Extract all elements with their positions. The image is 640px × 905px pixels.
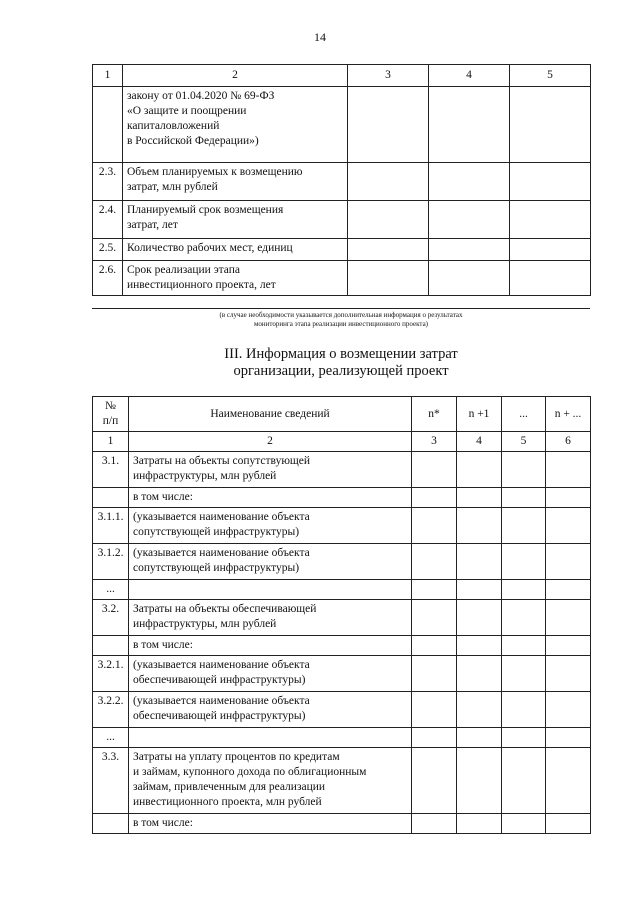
value-cell: [457, 692, 502, 728]
value-cell: [510, 163, 591, 201]
value-cell: [457, 814, 502, 834]
index-cell: 6: [546, 432, 591, 452]
row-number: 3.2.2.: [93, 692, 129, 728]
row-number: 3.3.: [93, 748, 129, 814]
value-cell: [502, 508, 546, 544]
value-cell: [546, 748, 591, 814]
row-label: Затраты на уплату процентов по кредитам и займам, купонного дохода по облигационным займам, привлеченным для реализации инвестиционного проекта, млн рублей: [129, 748, 412, 814]
value-cell: [429, 87, 510, 163]
row-number: 3.1.: [93, 452, 129, 488]
row-number: 2.5.: [93, 239, 123, 261]
value-cell: [412, 748, 457, 814]
row-label: [129, 728, 412, 748]
row-number: 2.3.: [93, 163, 123, 201]
value-cell: [546, 600, 591, 636]
value-cell: [457, 580, 502, 600]
value-cell: [502, 488, 546, 508]
header-cell: n +1: [457, 397, 502, 432]
value-cell: [412, 656, 457, 692]
row-number: [93, 488, 129, 508]
value-cell: [546, 728, 591, 748]
table-row: [93, 452, 591, 488]
table-row: [93, 656, 591, 692]
header-cell: Наименование сведений: [129, 397, 412, 432]
value-cell: [412, 488, 457, 508]
page-number: 14: [314, 30, 326, 44]
table-header-row: [93, 65, 591, 87]
value-cell: [457, 544, 502, 580]
value-cell: [502, 600, 546, 636]
value-cell: [457, 636, 502, 656]
value-cell: [502, 692, 546, 728]
row-number: 3.1.1.: [93, 508, 129, 544]
row-number: [93, 636, 129, 656]
value-cell: [412, 452, 457, 488]
section-heading: III. Информация о возмещении затрат организации, реализующей проект: [224, 346, 458, 379]
value-cell: [457, 508, 502, 544]
row-label: в том числе:: [129, 814, 412, 834]
row-label: (указывается наименование объекта сопутствующей инфраструктуры): [129, 544, 412, 580]
row-label: Планируемый срок возмещения затрат, лет: [123, 201, 348, 239]
row-label: Количество рабочих мест, единиц: [123, 239, 348, 261]
header-cell: 5: [510, 65, 591, 87]
table-header-row: [93, 397, 591, 432]
header-cell: 1: [93, 65, 123, 87]
index-cell: 5: [502, 432, 546, 452]
table-row: [93, 488, 591, 508]
value-cell: [412, 814, 457, 834]
value-cell: [412, 692, 457, 728]
row-number: 2.4.: [93, 201, 123, 239]
index-cell: 2: [129, 432, 412, 452]
value-cell: [457, 600, 502, 636]
table-row: [93, 163, 591, 201]
value-cell: [348, 87, 429, 163]
value-cell: [502, 814, 546, 834]
value-cell: [546, 488, 591, 508]
row-label: Затраты на объекты сопутствующей инфраструктуры, млн рублей: [129, 452, 412, 488]
value-cell: [457, 656, 502, 692]
row-label: Объем планируемых к возмещению затрат, млн рублей: [123, 163, 348, 201]
row-label: [129, 580, 412, 600]
header-cell: n + ...: [546, 397, 591, 432]
value-cell: [502, 452, 546, 488]
header-cell: 4: [429, 65, 510, 87]
value-cell: [546, 692, 591, 728]
row-number: 3.2.1.: [93, 656, 129, 692]
header-cell: ...: [502, 397, 546, 432]
row-number: 3.1.2.: [93, 544, 129, 580]
table-row: [93, 544, 591, 580]
value-cell: [457, 452, 502, 488]
note-divider: [92, 308, 590, 309]
value-cell: [348, 163, 429, 201]
value-cell: [429, 239, 510, 261]
value-cell: [412, 508, 457, 544]
index-cell: 1: [93, 432, 129, 452]
value-cell: [510, 87, 591, 163]
value-cell: [502, 636, 546, 656]
row-label: Затраты на объекты обеспечивающей инфраструктуры, млн рублей: [129, 600, 412, 636]
value-cell: [429, 201, 510, 239]
value-cell: [412, 544, 457, 580]
value-cell: [457, 748, 502, 814]
table-row: [93, 239, 591, 261]
row-label: (указывается наименование объекта обеспечивающей инфраструктуры): [129, 656, 412, 692]
row-number: 3.2.: [93, 600, 129, 636]
row-label: закону от 01.04.2020 № 69-ФЗ «О защите и поощрении капиталовложений в Российской Федерации»): [123, 87, 348, 163]
value-cell: [502, 580, 546, 600]
table-cost-reimbursement: [92, 396, 591, 834]
table-row: [93, 87, 591, 163]
table-row: [93, 600, 591, 636]
table-row: [93, 692, 591, 728]
value-cell: [457, 488, 502, 508]
header-cell: 3: [348, 65, 429, 87]
value-cell: [510, 201, 591, 239]
table-project-indicators: [92, 64, 591, 296]
value-cell: [412, 636, 457, 656]
value-cell: [412, 600, 457, 636]
table-row: [93, 636, 591, 656]
value-cell: [348, 201, 429, 239]
row-label: в том числе:: [129, 636, 412, 656]
index-cell: 3: [412, 432, 457, 452]
row-label: Срок реализации этапа инвестиционного проекта, лет: [123, 261, 348, 296]
row-number: [93, 87, 123, 163]
table-row: [93, 201, 591, 239]
value-cell: [502, 748, 546, 814]
row-label: в том числе:: [129, 488, 412, 508]
value-cell: [546, 452, 591, 488]
footnote: (в случае необходимости указывается дополнительная информация о результатах мониторинга этапа реализации инвестиционного проекта): [219, 311, 463, 328]
row-number: [93, 814, 129, 834]
header-cell: n*: [412, 397, 457, 432]
value-cell: [502, 544, 546, 580]
row-label: (указывается наименование объекта обеспечивающей инфраструктуры): [129, 692, 412, 728]
value-cell: [429, 261, 510, 296]
value-cell: [502, 728, 546, 748]
value-cell: [510, 261, 591, 296]
value-cell: [429, 163, 510, 201]
index-cell: 4: [457, 432, 502, 452]
value-cell: [546, 814, 591, 834]
value-cell: [348, 261, 429, 296]
header-cell: № п/п: [93, 397, 129, 432]
value-cell: [546, 544, 591, 580]
row-number: 2.6.: [93, 261, 123, 296]
value-cell: [546, 636, 591, 656]
value-cell: [546, 508, 591, 544]
value-cell: [348, 239, 429, 261]
value-cell: [510, 239, 591, 261]
table-row: [93, 814, 591, 834]
column-index-row: [93, 432, 591, 452]
value-cell: [502, 656, 546, 692]
table-row: [93, 508, 591, 544]
row-label: (указывается наименование объекта сопутствующей инфраструктуры): [129, 508, 412, 544]
row-number: ...: [93, 580, 129, 600]
value-cell: [546, 580, 591, 600]
value-cell: [546, 656, 591, 692]
row-number: ...: [93, 728, 129, 748]
table-row: [93, 748, 591, 814]
table-row: [93, 261, 591, 296]
header-cell: 2: [123, 65, 348, 87]
table-row: [93, 728, 591, 748]
value-cell: [457, 728, 502, 748]
table-row: [93, 580, 591, 600]
value-cell: [412, 580, 457, 600]
value-cell: [412, 728, 457, 748]
